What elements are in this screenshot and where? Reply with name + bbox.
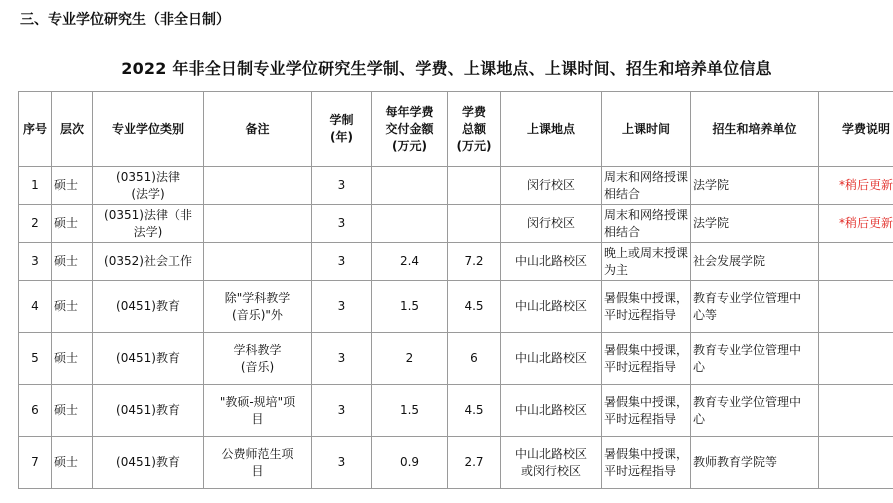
cell-unit: 教育专业学位管理中 心: [691, 333, 819, 385]
cell-time: 周末和网络授课 相结合: [602, 205, 691, 243]
cell-no: 2: [19, 205, 52, 243]
cell-location: 闵行校区: [501, 167, 602, 205]
cell-no: 5: [19, 333, 52, 385]
cell-time: 暑假集中授课， 平时远程指导: [602, 281, 691, 333]
cell-no: 1: [19, 167, 52, 205]
cell-unit: 法学院: [691, 205, 819, 243]
table-title: 2022 年非全日制专业学位研究生学制、学费、上课地点、上课时间、招生和培养单位信息: [121, 59, 772, 78]
cell-unit: 教育专业学位管理中 心: [691, 385, 819, 437]
cell-total-fee: 6: [448, 333, 501, 385]
cell-fee-note: *稍后更新: [819, 205, 893, 243]
cell-annual-fee: 2: [372, 333, 448, 385]
cell-annual-fee: 0.9: [372, 437, 448, 489]
cell-category: (0451)教育: [93, 437, 204, 489]
cell-total-fee: [448, 205, 501, 243]
header-category: 专业学位类别: [93, 92, 204, 167]
cell-level: 硕士: [52, 385, 93, 437]
cell-location: 中山北路校区 或闵行校区: [501, 437, 602, 489]
cell-level: 硕士: [52, 437, 93, 489]
cell-total-fee: 4.5: [448, 385, 501, 437]
cell-remark: [204, 243, 312, 281]
cell-category: (0351)法律（非 法学): [93, 205, 204, 243]
cell-location: 中山北路校区: [501, 281, 602, 333]
cell-annual-fee: [372, 167, 448, 205]
cell-fee-note: [819, 243, 893, 281]
cell-no: 7: [19, 437, 52, 489]
table-row: [19, 437, 893, 489]
cell-unit: 教师教育学院等: [691, 437, 819, 489]
cell-location: 闵行校区: [501, 205, 602, 243]
cell-fee-note: *稍后更新: [819, 167, 893, 205]
cell-duration: 3: [312, 437, 372, 489]
cell-location: 中山北路校区: [501, 333, 602, 385]
header-location: 上课地点: [501, 92, 602, 167]
cell-annual-fee: [372, 205, 448, 243]
cell-level: 硕士: [52, 333, 93, 385]
cell-location: 中山北路校区: [501, 385, 602, 437]
cell-fee-note: [819, 437, 893, 489]
cell-remark: [204, 167, 312, 205]
cell-duration: 3: [312, 281, 372, 333]
cell-remark: "教硕-规培"项 目: [204, 385, 312, 437]
cell-level: 硕士: [52, 167, 93, 205]
cell-duration: 3: [312, 205, 372, 243]
cell-annual-fee: 1.5: [372, 281, 448, 333]
header-no: 序号: [19, 92, 52, 167]
cell-time: 晚上或周末授课 为主: [602, 243, 691, 281]
cell-total-fee: [448, 167, 501, 205]
cell-total-fee: 2.7: [448, 437, 501, 489]
cell-fee-note: [819, 333, 893, 385]
header-remark: 备注: [204, 92, 312, 167]
cell-time: 暑假集中授课， 平时远程指导: [602, 333, 691, 385]
cell-annual-fee: 2.4: [372, 243, 448, 281]
header-total-fee: 学费 总额 (万元): [448, 92, 501, 167]
cell-no: 6: [19, 385, 52, 437]
cell-time: 周末和网络授课 相结合: [602, 167, 691, 205]
cell-unit: 社会发展学院: [691, 243, 819, 281]
table-row: [19, 333, 893, 385]
cell-fee-note: [819, 385, 893, 437]
cell-time: 暑假集中授课， 平时远程指导: [602, 385, 691, 437]
cell-unit: 法学院: [691, 167, 819, 205]
cell-remark: 学科教学 (音乐): [204, 333, 312, 385]
header-unit: 招生和培养单位: [691, 92, 819, 167]
cell-remark: 除"学科教学 (音乐)"外: [204, 281, 312, 333]
cell-remark: [204, 205, 312, 243]
cell-no: 4: [19, 281, 52, 333]
header-level: 层次: [52, 92, 93, 167]
cell-no: 3: [19, 243, 52, 281]
cell-time: 暑假集中授课， 平时远程指导: [602, 437, 691, 489]
header-duration: 学制 (年): [312, 92, 372, 167]
table-row: [19, 281, 893, 333]
cell-category: (0352)社会工作: [93, 243, 204, 281]
cell-category: (0351)法律 (法学): [93, 167, 204, 205]
table-row: [19, 385, 893, 437]
table-row: [19, 205, 893, 243]
cell-level: 硕士: [52, 243, 93, 281]
cell-level: 硕士: [52, 205, 93, 243]
cell-category: (0451)教育: [93, 333, 204, 385]
header-row: [19, 92, 893, 167]
section-heading: 三、专业学位研究生（非全日制）: [20, 12, 230, 28]
cell-category: (0451)教育: [93, 281, 204, 333]
header-annual-fee: 每年学费 交付金额 (万元): [372, 92, 448, 167]
header-time: 上课时间: [602, 92, 691, 167]
table-row: [19, 167, 893, 205]
cell-duration: 3: [312, 243, 372, 281]
header-fee-note: 学费说明: [819, 92, 893, 167]
cell-fee-note: [819, 281, 893, 333]
cell-duration: 3: [312, 167, 372, 205]
cell-level: 硕士: [52, 281, 93, 333]
table-row: [19, 243, 893, 281]
cell-duration: 3: [312, 333, 372, 385]
cell-location: 中山北路校区: [501, 243, 602, 281]
program-info-table: [18, 91, 893, 489]
cell-total-fee: 7.2: [448, 243, 501, 281]
cell-duration: 3: [312, 385, 372, 437]
cell-annual-fee: 1.5: [372, 385, 448, 437]
cell-category: (0451)教育: [93, 385, 204, 437]
cell-unit: 教育专业学位管理中 心等: [691, 281, 819, 333]
cell-total-fee: 4.5: [448, 281, 501, 333]
cell-remark: 公费师范生项 目: [204, 437, 312, 489]
